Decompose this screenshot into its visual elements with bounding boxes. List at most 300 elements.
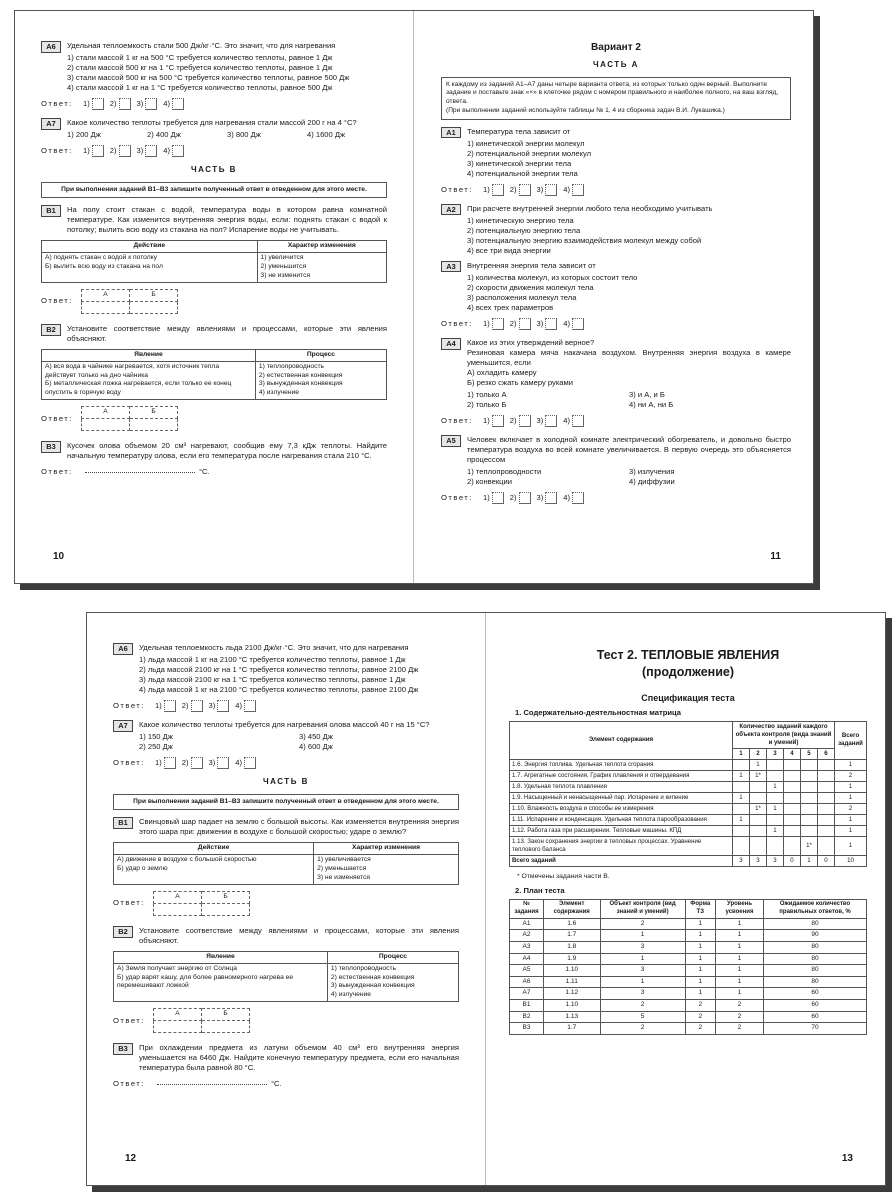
option: 4) льда массой 1 кг на 2100 °С требуется количество теплоты, равное 2100 Дж — [139, 685, 419, 695]
sub-statement: Б) резко сжать камеру руками — [467, 377, 573, 387]
table-cell: 2 — [685, 1011, 715, 1023]
answer-checkbox[interactable] — [119, 98, 131, 110]
answer-label: Ответ: — [113, 898, 145, 908]
table-cell — [767, 814, 784, 825]
table-cell: 1 — [685, 930, 715, 942]
answer-label: Ответ: — [113, 1079, 145, 1089]
table-cell — [784, 803, 801, 814]
task-label: А4 — [441, 338, 461, 350]
task-b1 — [113, 817, 459, 837]
option: 2) скорости движения молекул тела — [467, 282, 594, 292]
answer-checkbox[interactable] — [519, 184, 531, 196]
table-cell — [784, 836, 801, 855]
section-heading: ЧАСТЬ А — [593, 60, 639, 70]
task-label: А6 — [113, 643, 133, 655]
table-cell: 1 — [767, 825, 784, 836]
task-label: А6 — [41, 41, 61, 53]
table-cell — [733, 781, 750, 792]
table-cell: 1) увеличивается — [317, 856, 371, 864]
column-header: Всего заданий — [835, 721, 867, 759]
page-fold — [413, 11, 414, 583]
option: 1) стали массой 1 кг на 500 °С требуется количество теплоты, равное 1 Дж — [67, 53, 333, 63]
answer-cell[interactable] — [130, 301, 178, 313]
table-cell: 2) уменьшится — [260, 263, 307, 271]
table-cell: Всего заданий — [510, 856, 733, 867]
table-cell — [733, 836, 750, 855]
table-row — [510, 976, 867, 988]
table-cell: 1 — [715, 953, 763, 965]
column-a-label: А — [154, 891, 202, 903]
table-cell — [818, 803, 835, 814]
table-cell: 3) не изменится — [260, 271, 311, 279]
answer-checkbox[interactable] — [164, 700, 176, 712]
option: 1) 150 Дж — [139, 732, 173, 742]
task-label: А3 — [441, 261, 461, 273]
option: 3) стали массой 500 кг на 500 °С требуется количество теплоты, равное 500 Дж — [67, 73, 350, 83]
option: 2) 400 Дж — [147, 130, 181, 140]
table-cell — [733, 759, 750, 770]
answer-label: Ответ: — [41, 296, 73, 306]
table-cell — [733, 825, 750, 836]
column-header: № задания — [510, 900, 544, 919]
answer-checkbox[interactable] — [492, 318, 504, 330]
column-header: Действие — [42, 241, 258, 253]
table-cell: 1.7 — [543, 1023, 600, 1035]
table-cell: 1) теплопроводность — [330, 964, 397, 972]
table-cell: 3 — [733, 856, 750, 867]
table-row — [510, 918, 867, 930]
answer-label: Ответ: — [441, 415, 473, 425]
table-cell: 2 — [835, 770, 867, 781]
task-question: Какое количество теплоты требуется для нагревания стали массой 200 г на 4 °С? — [67, 118, 357, 128]
task-b2 — [41, 324, 387, 344]
option: 3) льда массой 2100 кг на 1 °С требуется количество теплоты, равное 1 Дж — [139, 675, 406, 685]
table-cell — [784, 759, 801, 770]
column-number: 4 — [784, 748, 801, 759]
answer-checkbox[interactable] — [545, 415, 557, 427]
answer-line[interactable] — [157, 1084, 267, 1085]
answer-cell[interactable] — [202, 903, 250, 915]
answer-row: Ответ: 1) 2) 3) 4) — [441, 492, 791, 504]
table-cell: 1 — [715, 988, 763, 1000]
table-cell: 2) уменьшается — [317, 865, 367, 873]
table-row — [510, 770, 867, 781]
table-cell: 1.6 — [543, 918, 600, 930]
column-header: Характер изменения — [257, 241, 386, 253]
table-cell: 1.8. Удельная теплота плавления — [510, 781, 733, 792]
table-cell — [767, 759, 784, 770]
answer-label: Ответ: — [41, 467, 73, 477]
task-label: А7 — [41, 118, 61, 130]
variant-title: Вариант 2 — [591, 42, 641, 53]
task-label: А5 — [441, 435, 461, 447]
spec-title: Спецификация теста — [641, 692, 735, 703]
answer-checkbox[interactable] — [217, 757, 229, 769]
table-cell — [767, 836, 784, 855]
table-row — [510, 814, 867, 825]
content-matrix-table — [509, 721, 867, 867]
option: 1) кинетическую энергию тела — [467, 215, 574, 225]
table-cell: 1) теплопроводность — [258, 362, 325, 370]
task-a3 — [441, 261, 791, 313]
option: 3) расположения молекул тела — [467, 292, 577, 302]
title-line: Тест 2. ТЕПЛОВЫЕ ЯВЛЕНИЯ — [596, 648, 780, 662]
task-a7 — [41, 118, 387, 140]
table-cell — [801, 803, 818, 814]
table-cell — [733, 803, 750, 814]
table-cell: 3) не изменяется — [317, 873, 371, 881]
option: 1) количества молекул, из которых состоит тело — [467, 272, 638, 282]
table-cell: 2 — [600, 999, 685, 1011]
option: 2) потенциальной энергии молекул — [467, 148, 592, 158]
answer-checkbox[interactable] — [191, 700, 203, 712]
table-cell: 1.13. Закон сохранения энергии в тепловых процессах. Уравнение теплового баланса — [510, 836, 733, 855]
table-cell: 1.9 — [543, 953, 600, 965]
answer-cell[interactable] — [130, 419, 178, 431]
instruction-text: (При выполнении заданий используйте таблицы № 1, 4 из сборника задач В.И. Лукашика.) — [446, 106, 725, 114]
answer-checkbox[interactable] — [519, 318, 531, 330]
task-b3 — [113, 1043, 459, 1073]
table-cell: 80 — [764, 942, 867, 954]
table-cell — [818, 770, 835, 781]
answer-cell[interactable] — [202, 1021, 250, 1033]
section-heading: ЧАСТЬ В — [263, 777, 309, 787]
section-heading: ЧАСТЬ В — [191, 165, 237, 175]
table-row — [510, 781, 867, 792]
option: 3) потенциальную энергию взаимодействия молекул между собой — [467, 235, 702, 245]
column-header: Явление — [114, 951, 328, 963]
table-total-row — [510, 856, 867, 867]
task-a2 — [441, 204, 791, 256]
table-cell: 80 — [764, 953, 867, 965]
table-cell: 1 — [767, 803, 784, 814]
table-cell — [750, 836, 767, 855]
task-label: А1 — [441, 127, 461, 139]
option: 3) излучения — [629, 466, 675, 476]
answer-label: Ответ: — [41, 413, 73, 423]
answer-row — [113, 891, 459, 916]
table-cell: 1 — [835, 814, 867, 825]
book-spread-pages-10-11 — [14, 10, 814, 584]
answer-checkbox[interactable] — [572, 415, 584, 427]
table-cell: 1 — [733, 814, 750, 825]
column-number: 3 — [767, 748, 784, 759]
table-cell: 1 — [750, 759, 767, 770]
table-cell: 1 — [685, 965, 715, 977]
table-cell: 80 — [764, 976, 867, 988]
column-a-label: А — [154, 1009, 202, 1021]
matrix-title: 1. Содержательно-деятельностная матрица — [515, 707, 682, 717]
task-question: Удельная теплоемкость стали 500 Дж/кг·°С. Это значит, что для нагревания — [67, 41, 336, 50]
table-cell: 1 — [835, 825, 867, 836]
table-row — [510, 930, 867, 942]
table-cell: Б) металлическая ложка нагревается, если только ее конец опустить в горячую воду — [45, 380, 232, 397]
column-a-label: А — [82, 289, 130, 301]
answer-checkbox[interactable] — [492, 492, 504, 504]
task-question: Установите соответствие между явлениями и процессами, которые эти явления объясняют. — [67, 323, 387, 343]
task-question: Какое из этих утверждений верное? — [467, 337, 595, 347]
table-cell: 2 — [835, 803, 867, 814]
table-cell: 80 — [764, 918, 867, 930]
column-header: Уровень усвоения — [715, 900, 763, 919]
answer-checkbox[interactable] — [92, 98, 104, 110]
unit-label: °С. — [271, 1079, 282, 1089]
table-cell: А6 — [510, 976, 544, 988]
column-header: Объект контроля (вид знаний и умений) — [600, 900, 685, 919]
table-cell: 2) естественная конвекция — [258, 371, 343, 379]
table-cell — [818, 825, 835, 836]
table-cell: 1 — [600, 976, 685, 988]
task-b1 — [41, 205, 387, 235]
matching-table — [113, 842, 459, 884]
table-cell: 1 — [733, 792, 750, 803]
table-cell: 2) естественная конвекция — [330, 973, 415, 981]
table-cell: Б) удар о землю — [117, 865, 168, 873]
answer-checkbox[interactable] — [572, 318, 584, 330]
matching-table — [113, 951, 459, 1002]
table-cell — [784, 770, 801, 781]
option: 3) кинетической энергии тела — [467, 158, 572, 168]
table-cell: А) поднять стакан с водой к потолку — [45, 254, 158, 262]
answer-label: Ответ: — [441, 492, 473, 502]
answer-checkbox[interactable] — [191, 757, 203, 769]
table-cell: 1 — [685, 942, 715, 954]
table-cell: 5 — [600, 1011, 685, 1023]
task-a5 — [441, 435, 791, 487]
option: 4) 600 Дж — [299, 742, 333, 752]
task-question: Человек включает в холодной комнате электрический обогреватель, и довольно быстро температура воздуха во всей комнате увеличивается. В первую очередь это объясняется процессом — [467, 434, 791, 464]
answer-checkbox[interactable] — [119, 145, 131, 157]
task-label: А2 — [441, 204, 461, 216]
answer-checkbox[interactable] — [244, 700, 256, 712]
table-cell: 90 — [764, 930, 867, 942]
table-cell: 4) излучение — [258, 389, 300, 397]
page-13 — [487, 613, 887, 1185]
table-cell: 2 — [715, 1023, 763, 1035]
table-row — [510, 836, 867, 855]
column-header: Количество заданий каждого объекта контроля (вида знаний и умений) — [733, 721, 835, 748]
column-number: 2 — [750, 748, 767, 759]
table-cell: 60 — [764, 988, 867, 1000]
task-b3 — [41, 441, 387, 461]
answer-label: Ответ: — [113, 758, 145, 768]
table-cell: 80 — [764, 965, 867, 977]
answer-row: Ответ: 1) 2) 3) 4) — [441, 318, 791, 330]
table-row — [510, 942, 867, 954]
table-cell: 60 — [764, 1011, 867, 1023]
task-label: В1 — [113, 817, 133, 829]
answer-checkbox[interactable] — [492, 184, 504, 196]
option: 3) и А, и Б — [629, 389, 665, 399]
unit-label: °С. — [199, 467, 210, 477]
table-cell: 3) вынужденная конвекция — [330, 982, 415, 990]
answer-cell[interactable] — [154, 903, 202, 915]
task-label: В1 — [41, 205, 61, 217]
table-cell — [801, 770, 818, 781]
table-row — [510, 825, 867, 836]
table-cell: 1 — [835, 792, 867, 803]
task-question: На полу стоит стакан с водой, температура воды в котором равна комнатной температуре. Как изменится внутренняя энергия воды, если: поднять стакан с водой к потолку; вылить всю воду из стакана на пол? Испарение воды не учитывать. — [67, 205, 387, 235]
answer-label: Ответ: — [441, 318, 473, 328]
answer-checkbox[interactable] — [172, 145, 184, 157]
table-cell: А) вся вода в чайнике нагревается, хотя источник тепла действует только на дно чайника — [45, 362, 220, 379]
column-header: Явление — [42, 349, 256, 361]
table-cell — [818, 814, 835, 825]
answer-checkbox[interactable] — [92, 145, 104, 157]
answer-row: Ответ: 1) 2) 3) 4) — [113, 757, 459, 769]
answer-checkbox[interactable] — [145, 98, 157, 110]
table-cell — [801, 792, 818, 803]
table-cell: А1 — [510, 918, 544, 930]
answer-checkbox[interactable] — [545, 318, 557, 330]
table-cell: 70 — [764, 1023, 867, 1035]
answer-grid — [153, 891, 250, 916]
table-cell: 3 — [600, 965, 685, 977]
table-cell: 1.8 — [543, 942, 600, 954]
table-cell: 1* — [750, 803, 767, 814]
column-header: Действие — [114, 843, 314, 855]
task-question: Температура тела зависит от — [467, 126, 571, 136]
answer-checkbox[interactable] — [172, 98, 184, 110]
answer-checkbox[interactable] — [244, 757, 256, 769]
answer-checkbox[interactable] — [145, 145, 157, 157]
table-cell: 1 — [685, 988, 715, 1000]
answer-checkbox[interactable] — [572, 184, 584, 196]
table-cell: 3 — [600, 942, 685, 954]
table-cell: 2 — [600, 918, 685, 930]
answer-checkbox[interactable] — [545, 184, 557, 196]
table-cell: 1) увеличится — [260, 254, 304, 262]
table-cell — [784, 792, 801, 803]
table-cell — [801, 759, 818, 770]
answer-checkbox[interactable] — [164, 757, 176, 769]
answer-checkbox[interactable] — [572, 492, 584, 504]
answer-checkbox[interactable] — [519, 492, 531, 504]
test-plan-table — [509, 899, 867, 1035]
table-cell: А2 — [510, 930, 544, 942]
table-cell: 3 — [750, 856, 767, 867]
table-cell: Б) вылить всю воду из стакана на пол — [45, 263, 163, 271]
table-cell: 1.10 — [543, 965, 600, 977]
option: 1) только А — [467, 389, 507, 399]
option: 4) ни А, ни Б — [629, 399, 674, 409]
column-header: Элемент содержания — [510, 721, 733, 759]
table-row — [510, 803, 867, 814]
option: 4) диффузии — [629, 476, 675, 486]
answer-cell[interactable] — [82, 419, 130, 431]
test-title — [509, 647, 867, 681]
sub-statement: А) охладить камеру — [467, 367, 537, 377]
table-cell — [750, 781, 767, 792]
table-cell: 1.9. Насыщенный и ненасыщенный пар. Испарение и кипение — [510, 792, 733, 803]
table-cell: 1 — [600, 953, 685, 965]
option: 2) конвекции — [467, 476, 513, 486]
task-question: Внутренняя энергия тела зависит от — [467, 260, 596, 270]
table-cell: 1 — [685, 976, 715, 988]
task-label: В2 — [41, 324, 61, 336]
table-cell: В2 — [510, 1011, 544, 1023]
task-a4 — [441, 338, 791, 410]
column-b-label: Б — [130, 407, 178, 419]
table-cell: 1 — [835, 781, 867, 792]
table-cell — [767, 770, 784, 781]
column-header: Процесс — [327, 951, 458, 963]
table-cell — [818, 792, 835, 803]
answer-row: Ответ: 1) 2) 3) 4) — [41, 145, 387, 157]
table-cell: Б) удар варят кашу, для более равномерного нагрева ее перемешивают ложкой — [117, 973, 294, 990]
page-fold — [485, 613, 486, 1185]
title-line: (продолжение) — [641, 664, 735, 679]
task-question: При расчете внутренней энергии любого тела необходимо учитывать — [467, 203, 713, 213]
table-cell: 1 — [715, 942, 763, 954]
task-label: А7 — [113, 720, 133, 732]
answer-checkbox[interactable] — [492, 415, 504, 427]
answer-label: Ответ: — [113, 1015, 145, 1025]
table-cell: А) Земля получает энергию от Солнца — [117, 964, 237, 972]
table-cell — [818, 781, 835, 792]
option: 2) только Б — [467, 399, 507, 409]
task-text: Резиновая камера мяча накачана воздухом. Внутренняя энергия воздуха в камере уменьшится, если — [467, 347, 791, 367]
column-a-label: А — [82, 407, 130, 419]
option: 4) потенциальной энергии тела — [467, 168, 578, 178]
option: 4) все три вида энергии — [467, 245, 551, 255]
table-cell: 1 — [835, 836, 867, 855]
task-question: При охлаждении предмета из латуни объемом 40 см³ его внутренняя энергия уменьшается на 6460 Дж. Найдите конечную температуру предмета, если его начальная температура была равной 80 °С. — [139, 1043, 459, 1073]
table-cell: 0 — [784, 856, 801, 867]
table-cell: 60 — [764, 999, 867, 1011]
answer-cell[interactable] — [154, 1021, 202, 1033]
answer-cell[interactable] — [82, 301, 130, 313]
table-row — [510, 1011, 867, 1023]
option: 1) льда массой 1 кг на 2100 °С требуется количество теплоты, равное 1 Дж — [139, 655, 406, 665]
task-question: Удельная теплоемкость льда 2100 Дж/кг·°С. Это значит, что для нагревания — [139, 643, 409, 652]
page-number: 13 — [841, 1152, 853, 1164]
task-a7 — [113, 720, 459, 752]
table-cell: 1 — [715, 930, 763, 942]
option: 4) всех трех параметров — [467, 302, 554, 312]
table-row — [510, 1023, 867, 1035]
table-cell: 1.7 — [543, 930, 600, 942]
answer-checkbox[interactable] — [545, 492, 557, 504]
answer-checkbox[interactable] — [217, 700, 229, 712]
page-number: 12 — [125, 1152, 137, 1164]
table-cell: В3 — [510, 1023, 544, 1035]
task-question: Какое количество теплоты требуется для нагревания олова массой 40 г на 15 °С? — [139, 720, 430, 730]
table-cell — [801, 825, 818, 836]
table-cell: 1 — [685, 953, 715, 965]
table-cell: 1* — [750, 770, 767, 781]
answer-line[interactable] — [85, 472, 195, 473]
option: 1) 200 Дж — [67, 130, 101, 140]
page-number: 10 — [53, 550, 65, 562]
table-cell: 1.13 — [543, 1011, 600, 1023]
table-cell: 1 — [685, 918, 715, 930]
task-a6 — [41, 41, 387, 93]
table-cell: 2 — [600, 1023, 685, 1035]
matching-table — [41, 349, 387, 400]
task-a6 — [113, 643, 459, 695]
answer-row — [41, 467, 387, 477]
option: 1) кинетической энергии молекул — [467, 138, 585, 148]
table-cell — [784, 814, 801, 825]
table-cell: 1 — [715, 976, 763, 988]
column-header: Характер изменения — [314, 843, 459, 855]
table-row — [510, 792, 867, 803]
answer-checkbox[interactable] — [519, 415, 531, 427]
table-cell: 1.11 — [543, 976, 600, 988]
table-cell — [818, 759, 835, 770]
table-cell: В1 — [510, 999, 544, 1011]
